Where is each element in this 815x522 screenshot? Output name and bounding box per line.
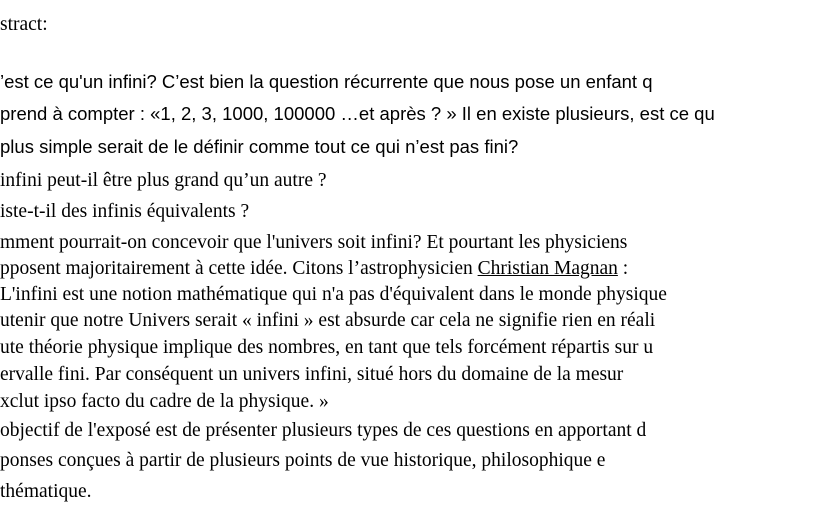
- quote-line-5: xclut ipso facto du cadre de la physique. »: [0, 391, 329, 412]
- objective-line-3: thématique.: [0, 481, 92, 502]
- paragraph-line-2: prend à compter : «1, 2, 3, 1000, 100000 …et après ? » Il en existe plusieurs, est ce qu: [0, 103, 715, 124]
- objective-line-2: ponses conçues à partir de plusieurs points de vue historique, philosophique e: [0, 450, 606, 471]
- quote-line-1: L'infini est une notion mathématique qui n'a pas d'équivalent dans le monde physique: [0, 284, 667, 305]
- paragraph-line-5-text: pposent majoritairement à cette idée. Citons l’astrophysicien: [0, 258, 478, 279]
- question-line-1: infini peut-il être plus grand qu’un autre ?: [0, 170, 327, 191]
- quote-line-4: ervalle fini. Par conséquent un univers infini, situé hors du domaine de la mesur: [0, 364, 624, 385]
- christian-magnan-link[interactable]: Christian Magnan: [477, 258, 618, 279]
- paragraph-line-1: ’est ce qu'un infini? C’est bien la question récurrente que nous pose un enfant q: [0, 71, 653, 92]
- paragraph-line-3: plus simple serait de le définir comme tout ce qui n’est pas fini?: [0, 136, 519, 157]
- paragraph-line-5-colon: :: [617, 258, 629, 279]
- paragraph-line-4: mment pourrait-on concevoir que l'univers soit infini? Et pourtant les physiciens: [0, 232, 628, 253]
- quote-line-3: ute théorie physique implique des nombres, en tant que tels forcément répartis sur u: [0, 337, 654, 358]
- quote-line-2: utenir que notre Univers serait « infini » est absurde car cela ne signifie rien en réali: [0, 310, 656, 331]
- abstract-heading: stract:: [0, 14, 48, 35]
- objective-line-1: objectif de l'exposé est de présenter plusieurs types de ces questions en apportant d: [0, 420, 647, 441]
- paragraph-line-5: [0, 258, 628, 280]
- question-line-2: iste-t-il des infinis équivalents ?: [0, 201, 250, 222]
